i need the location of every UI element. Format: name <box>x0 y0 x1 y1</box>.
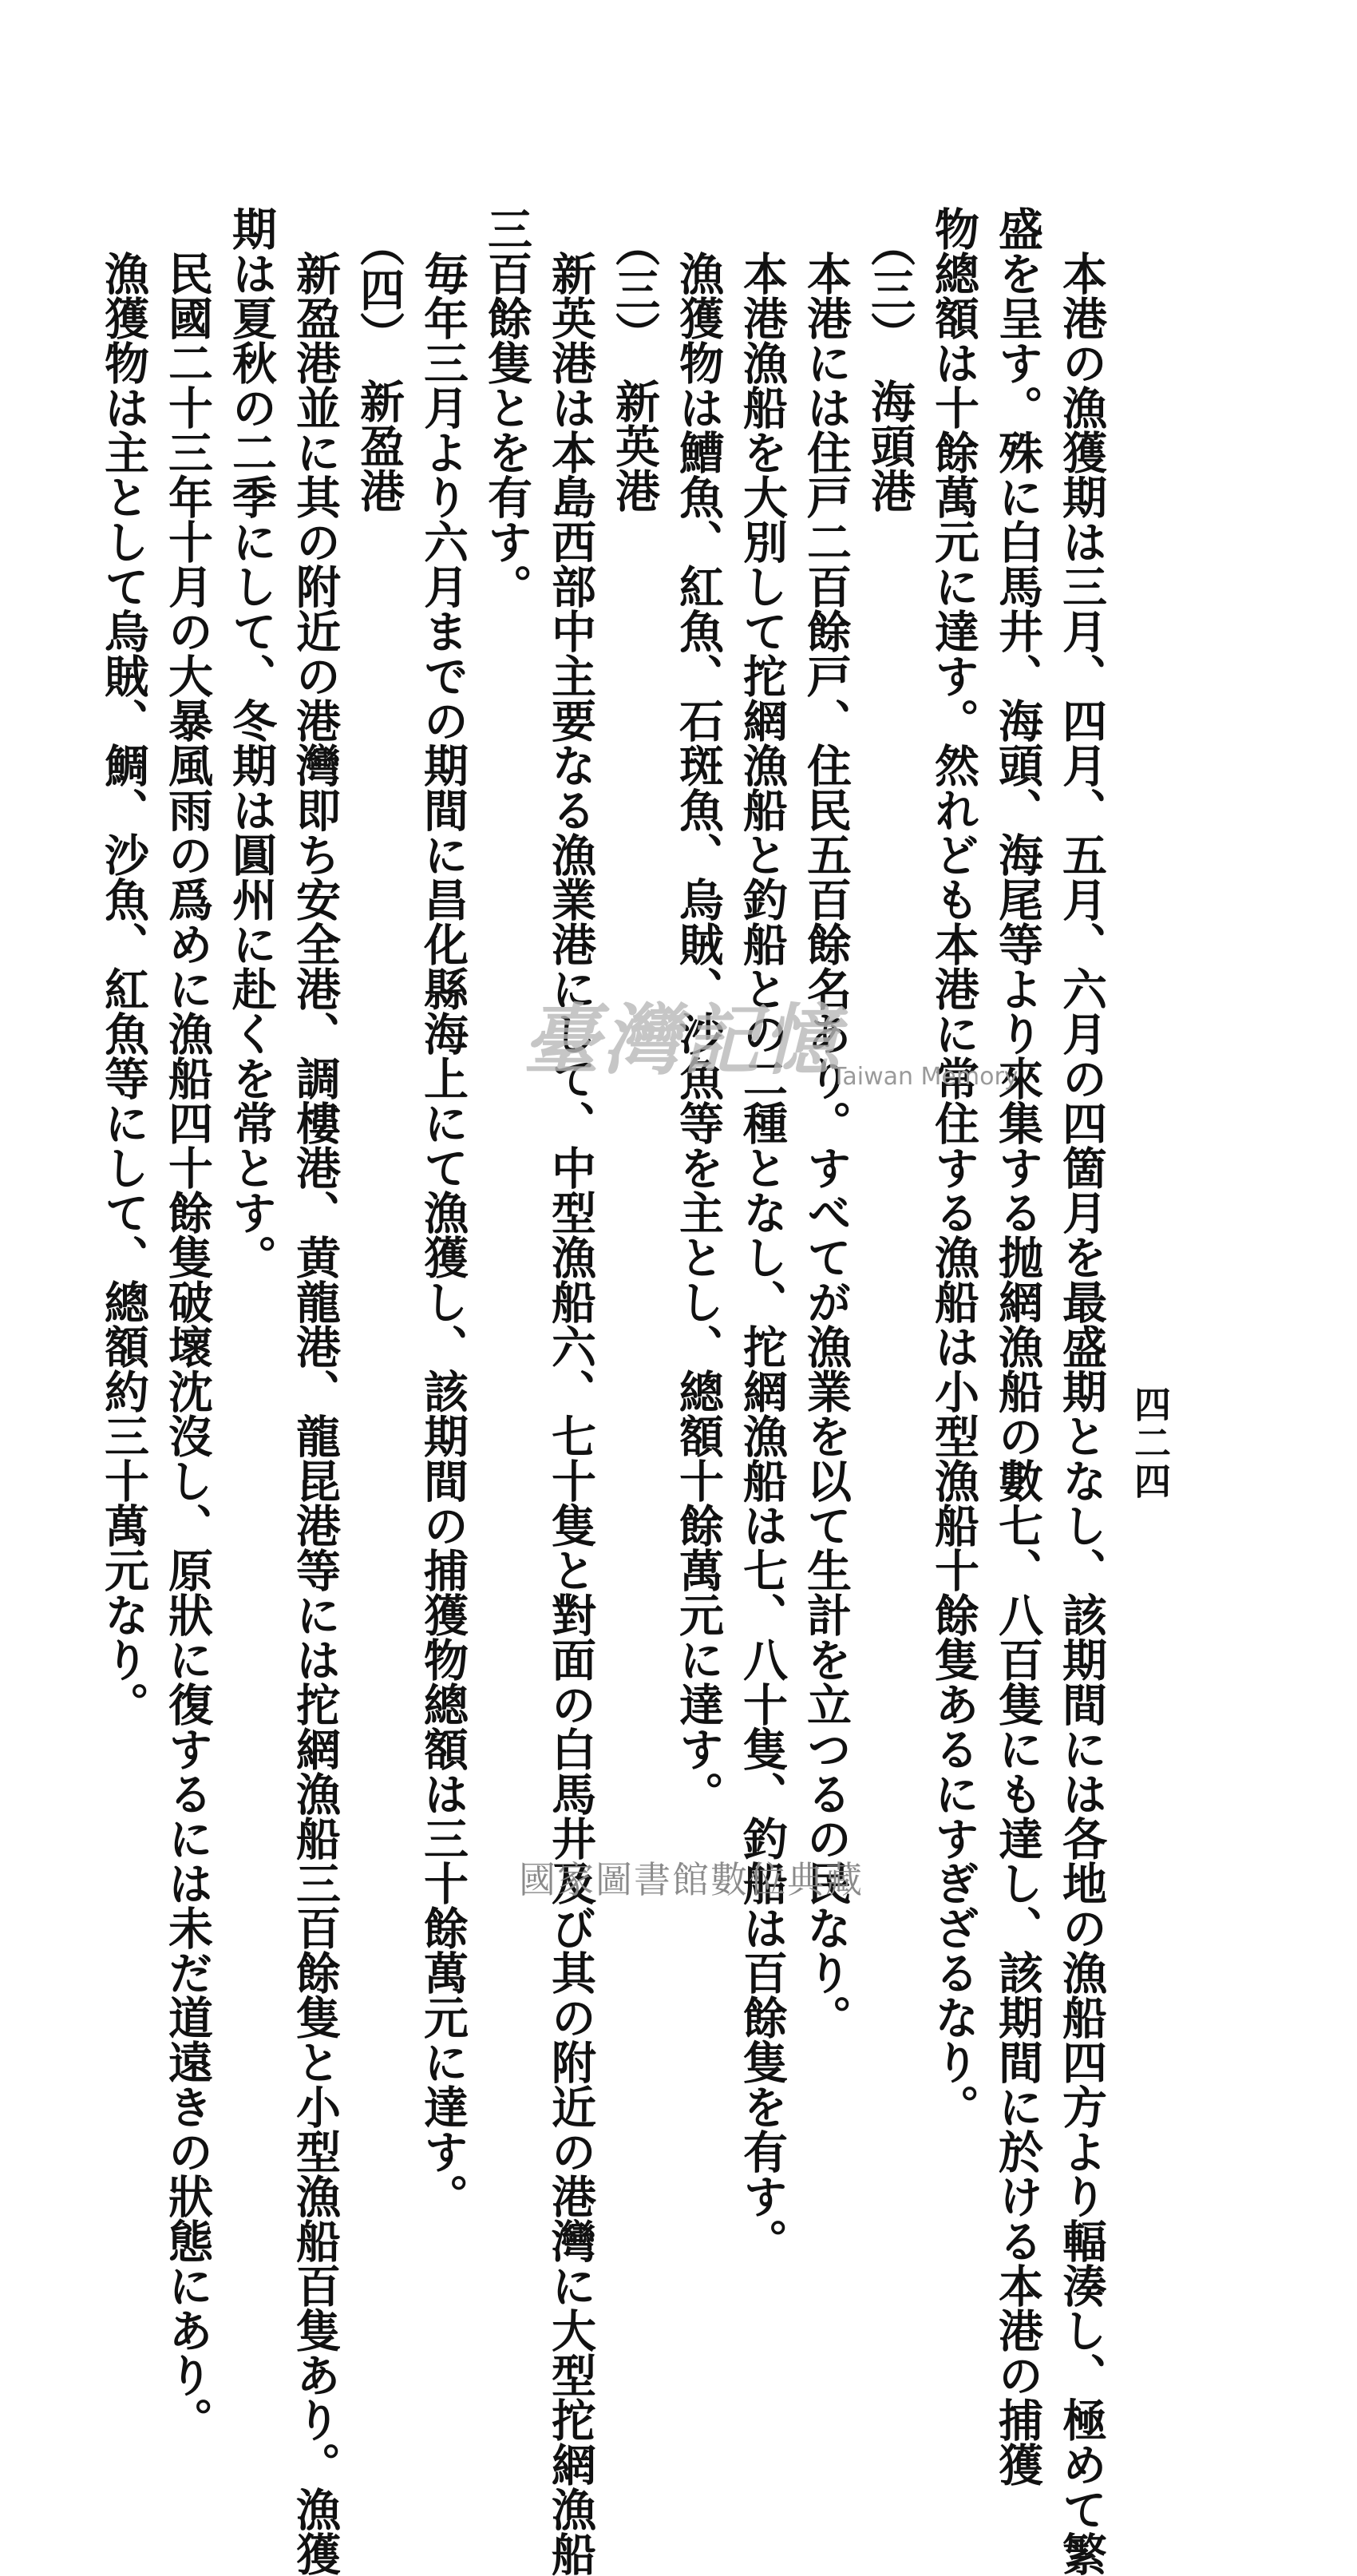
footer-credit: 國家圖書館數位典藏 <box>519 1858 864 1901</box>
text-line: 新盈港並に其の附近の港灣即ち安全港、調樓港、黄龍港、龍昆港等には拕網漁船三百餘隻と小型漁船百隻あり。漁獲 <box>289 251 342 2576</box>
text-line: 本港の漁獲期は三月、四月、五月、六月の四箇月を最盛期となし、該期間には各地の漁船四方より輻湊し、極めて繁 <box>1055 251 1108 2576</box>
text-line: 漁獲物は主として烏賊、鯛、沙魚、紅魚等にして、總額約三十萬元なり。 <box>97 251 150 1726</box>
text-line: 民國二十三年十月の大暴風雨の爲めに漁船四十餘隻破壞沈沒し、原狀に復するには未だ道遠きの狀態にあり。 <box>161 251 214 2442</box>
text-line: 本港漁船を大別して拕網漁船と釣船との二種となし、拕網漁船は七、八十隻、釣船は百餘隻を有す。 <box>736 251 789 2263</box>
text-line: 盛を呈す。殊に白馬井、海頭、海尾等より來集する抛網漁船の數七、八百隻にも達し、該期間に於ける本港の捕獲 <box>991 206 1044 2487</box>
text-line: 物總額は十餘萬元に達す。然れども本港に常住する漁船は小型漁船十餘隻あるにすぎざるなり。 <box>928 206 980 2129</box>
watermark-subtitle: Taiwan Memory <box>832 1063 1019 1091</box>
watermark-text: 臺灣記憶 <box>523 995 842 1085</box>
text-line: 新英港は本島西部中主要なる漁業港にして、中型漁船六、七十隻と對面の白馬井及び其の附近の港灣に大型拕網漁船 <box>544 251 597 2576</box>
page-number: 四二四 <box>1129 1385 1172 1500</box>
section-heading: （四） 新盈港 <box>353 222 406 513</box>
section-heading: （三） 新英港 <box>608 222 661 513</box>
text-line: 漁獲物は鰽魚、紅魚、石斑魚、烏賊、沙魚等を主とし、總額十餘萬元に達す。 <box>672 251 725 1816</box>
section-heading: （三） 海頭港 <box>864 222 916 513</box>
text-line: 三百餘隻とを有す。 <box>481 206 533 608</box>
text-line: 毎年三月より六月までの期間に昌化縣海上にて漁獲し、該期間の捕獲物總額は三十餘萬元に達す。 <box>417 251 469 2218</box>
text-line: 期は夏秋の二季にして、冬期は圓州に赴くを常とす。 <box>225 206 278 1279</box>
text-line: 本港には住戸二百餘戸、住民五百餘名あり。すべてが漁業を以て生計を立つるの民なり。 <box>800 251 853 2039</box>
